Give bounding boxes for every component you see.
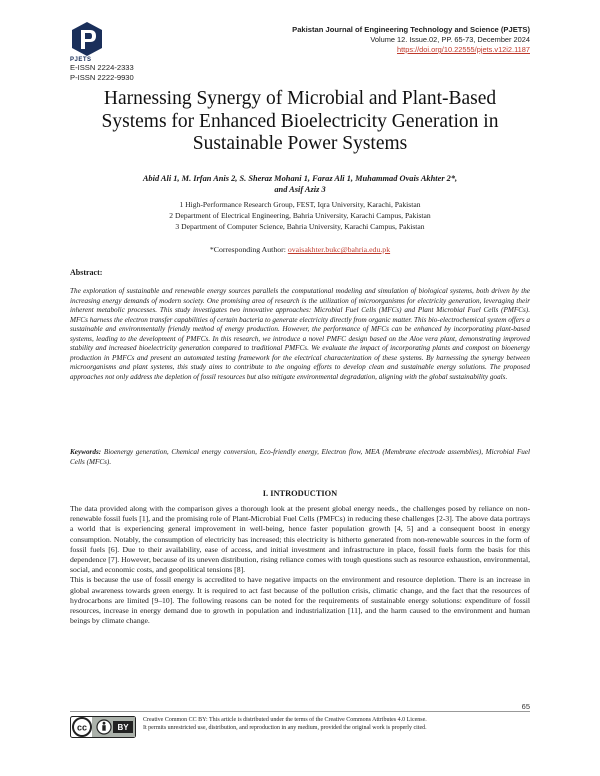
license-text [143,716,543,732]
keywords-list: Bioenergy generation, Chemical energy conversion, Eco-friendly energy, Electron flow, MEA (Membrane electrode assemblies), Microbial Fuel Cells (MFCs). [70,448,530,466]
by-label: BY [117,723,129,732]
footer-divider [70,711,530,712]
volume-line: Volume 12. Issue.02, PP. 65-73, December 2024 [370,35,530,44]
pissn: P-ISSN 2222-9930 [70,73,134,82]
corr-email-link[interactable]: ovaisakhter.bukc@bahria.edu.pk [287,245,391,254]
issn-block [70,63,134,83]
license-line-2: It permits unrestricted use, distribution, and reproduction in any medium, provided the original work is properly cited. [143,725,427,731]
affiliation-1: 1 High-Performance Research Group, FEST, Iqra University, Karachi, Pakistan [179,200,421,209]
journal-name: Pakistan Journal of Engineering Technology and Science (PJETS) [292,25,530,34]
page-number: 65 [521,702,530,711]
abstract-heading: Abstract: [70,268,103,277]
corresponding-author [70,245,530,254]
intro-paragraph-1: The data provided along with the comparison gives a thorough look at the present global energy needs., the challenges posed by reliance on non-renewable fossil fuels [1], and the promising role of Plant-Microbial Fuel Cells (PMFCs) in reducing these challenges [2-3]. The above data portrays a world that is experiencing general improvement in well-being, hence faster population growth [4, 5] and a consequent boost in energy consumption. Notably, the consumption of electricity has increased; this electricity is hitherto generated from non-renewable sources in the form of fossil fuels [6]. Due to their availability, ease of access, and initial investment and infrastructure in place, fossil fuels form the basis for this dependence [7]. However, because of its uneven distribution, rising reliance comes with tough questions such as resource exhaustion, environmental, social, and economic costs, and geopolitical tensions [8]. [70,504,530,575]
cc-label: cc [76,722,88,733]
intro-paragraph-2: This is because the use of fossil energy is accredited to have negative impacts on the environment and resource depletion. There is an increase in global awareness towards green energy. It is required to act fast because of the pollution crisis, climatic change, and the fact that the resources of hydrocarbons are limited [9–10]. The following reasons can be noted for the requirements of sustainable energy solutions: expenditure of fossil resources, increase in energy demand due to growth in population and industrialization [11], and the harm caused to the environment and human beings by climate change. [70,575,530,626]
journal-logo-text: PJETS [70,57,92,63]
license-line-1: Creative Common CC BY: This article is distributed under the terms of the Creative Commons Attributes 4.0 License. [143,717,427,723]
journal-info [292,25,530,55]
author-list [70,173,530,195]
affiliations [70,199,530,232]
journal-logo-icon [70,20,104,58]
creative-commons-icon [70,716,136,738]
section-heading-introduction: I. INTRODUCTION [262,489,338,498]
doi-link[interactable]: https://doi.org/10.22555/pjets.v12i2.1187 [397,45,530,54]
affiliation-2: 2 Department of Electrical Engineering, Bahria University, Karachi Campus, Pakistan [169,211,431,220]
paper-title: Harnessing Synergy of Microbial and Plant-Based Systems for Enhanced Bioelectricity Generation in Sustainable Power Systems [101,88,499,154]
eissn: E-ISSN 2224-2333 [70,63,134,72]
affiliation-3: 3 Department of Computer Science, Bahria University, Karachi Campus, Pakistan [175,222,425,231]
authors-line-2: and Asif Aziz 3 [274,185,326,194]
keywords-label: Keywords: [70,448,102,456]
abstract-body: The exploration of sustainable and renewable energy sources parallels the computational modeling and simulation of biological systems, both driven by the increasing energy demands of modern society. One promising area of research is the utilization of microorganisms for electricity generation, leveraging their inherent metabolic processes. This study investigates two innovative approaches: Microbial Fuel Cells (MFCs) and Plant Microbial Fuel Cells (PMFCs). MFCs harness the electron transfer capabilities of certain bacteria to generate electricity directly from organic matter. This bio-electrochemical system offers a sustainable and environmentally friendly method of energy production. However, the performance of MFCs can be enhanced by incorporating plant-based systems, leading to the development of PMFCs. In this research, we introduce a novel PMFC design based on the Aloe vera plant, demonstrating improved stability and increased bioelectricity generation compared to traditional PMFCs. We evaluate the impact of incorporating plants and compost on bioenergy production in PMFCs and present an automated testing framework for the electrical characterization of these systems. By harnessing the synergy between microorganisms and plant systems, this study aims to contribute to the ongoing efforts to develop clean and sustainable energy solutions. The proposed approaches not only address the depletion of fossil resources but also mitigate environmental degradation, aligning with the global sustainability goals. [70,287,530,381]
corr-label: *Corresponding Author: [209,245,286,254]
keywords [70,448,530,467]
introduction-body [70,504,530,626]
authors-line-1: Abid Ali 1, M. Irfan Anis 2, S. Sheraz Mohani 1, Faraz Ali 1, Muhammad Ovais Akhter 2*, [142,174,458,183]
